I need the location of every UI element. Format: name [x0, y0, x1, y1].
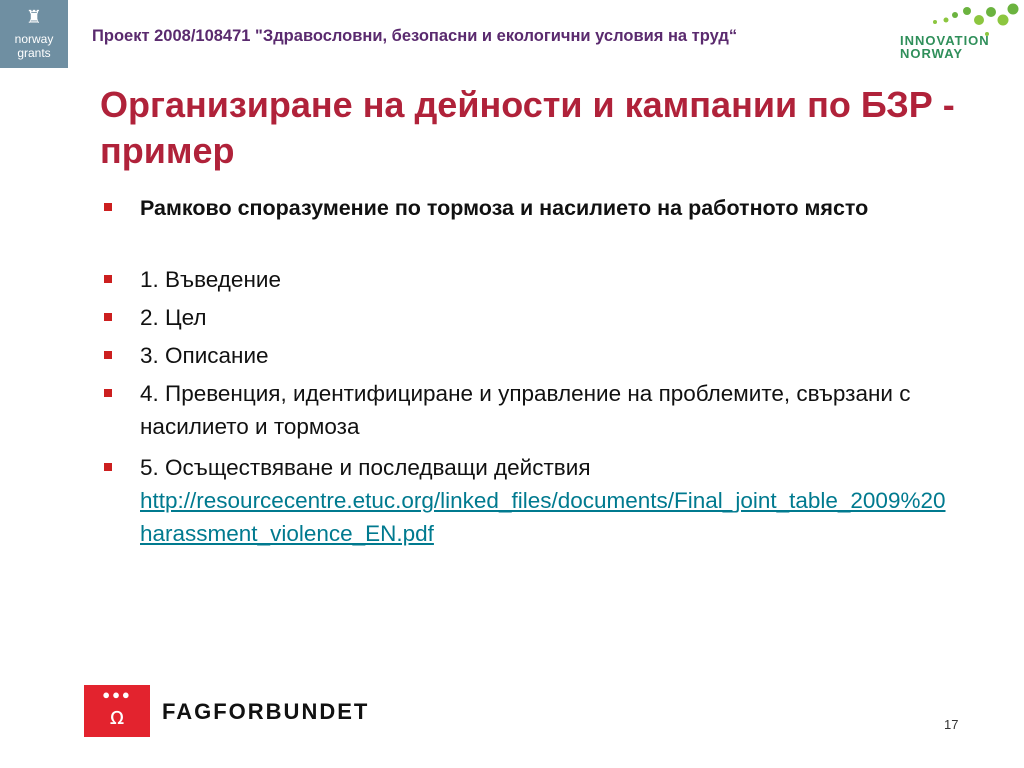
item-text: 2. Цел — [140, 305, 207, 330]
list-item — [100, 377, 950, 443]
bullet-square-icon — [104, 275, 112, 283]
innovation-text: INNOVATION — [900, 33, 990, 48]
list-item — [100, 263, 950, 296]
bullet-square-icon — [104, 351, 112, 359]
slide-title: Организиране на дейности и кампании по БЗР - пример — [100, 84, 955, 171]
item-text: 4. Превенция, идентифициране и управление на проблемите, свързани с насилието и тормоза — [140, 381, 911, 439]
fagforbundet-name: FAGFORBUNDET — [162, 699, 370, 724]
list-item — [100, 191, 950, 225]
bullet-square-icon — [104, 389, 112, 397]
page-number: 17 — [944, 717, 959, 732]
norway-text: NORWAY — [900, 46, 964, 61]
project-header: Проект 2008/108471 "Здравословни, безопасни и екологични условия на труд“ — [92, 27, 738, 45]
people-icon: ●●● ꭥ — [84, 685, 150, 737]
lion-icon: ♜ — [25, 7, 43, 27]
norway-grants-line1: norway — [14, 32, 54, 46]
item-text: 5. Осъществяване и последващи действия — [140, 455, 591, 480]
bullet-square-icon — [104, 463, 112, 471]
bullet-list — [100, 191, 950, 550]
norway-grants-line2: grants — [17, 46, 51, 60]
bullet-square-icon — [104, 313, 112, 321]
fagforbundet-logo — [84, 685, 370, 737]
resource-link[interactable]: http://resourcecentre.etuc.org/linked_files/documents/Final_joint_table_2009%20harassment_violence_EN.pdf — [140, 488, 946, 546]
norway-grants-logo — [0, 0, 68, 68]
list-item — [100, 339, 950, 372]
agreement-title: Рамково споразумение по тормоза и насилието на работното място — [140, 196, 869, 220]
list-item — [100, 301, 950, 334]
list-item — [100, 451, 950, 550]
innovation-norway-logo — [895, 0, 1024, 68]
bullet-square-icon — [104, 203, 112, 211]
item-text: 1. Въведение — [140, 267, 281, 292]
spacer — [100, 225, 950, 263]
item-text: 3. Описание — [140, 343, 269, 368]
